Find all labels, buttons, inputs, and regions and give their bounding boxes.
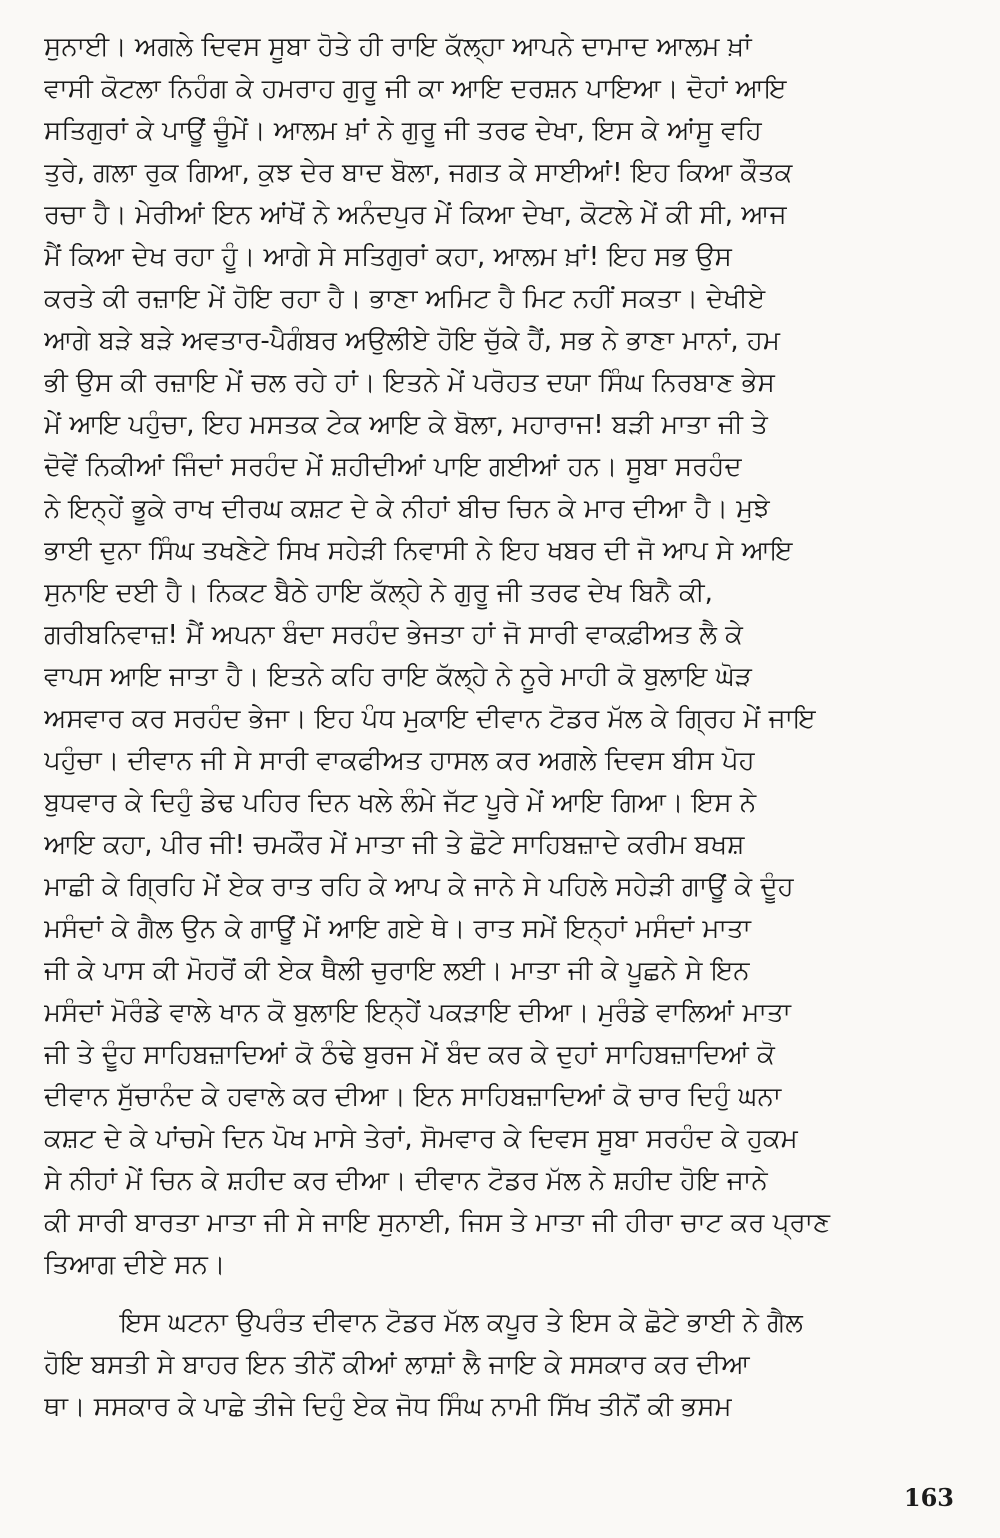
text-line: ਪਹੁੰਚਾ। ਦੀਵਾਨ ਜੀ ਸੇ ਸਾਰੀ ਵਾਕਫੀਅਤ ਹਾਸਲ ਕਰ ਅਗਲੇ ਦਿਵਸ ਬੀਸ ਪੋਹ (44, 746, 755, 776)
text-line: ਆਇ ਕਹਾ, ਪੀਰ ਜੀ! ਚਮਕੌਰ ਮੇਂ ਮਾਤਾ ਜੀ ਤੇ ਛੋਟੇ ਸਾਹਿਬਜ਼ਾਦੇ ਕਰੀਮ ਬਖਸ਼ (44, 830, 745, 860)
text-line: ਸੁਨਾਈ। ਅਗਲੇ ਦਿਵਸ ਸੂਬਾ ਹੋਤੇ ਹੀ ਰਾਇ ਕੱਲ੍ਹਾ ਆਪਨੇ ਦਾਮਾਦ ਆਲਮ ਖ਼ਾਂ (44, 32, 752, 62)
text-line: ਰਚਾ ਹੈ। ਮੇਰੀਆਂ ਇਨ ਆਂਖੋਂ ਨੇ ਅਨੰਦਪੁਰ ਮੇਂ ਕਿਆ ਦੇਖਾ, ਕੋਟਲੇ ਮੇਂ ਕੀ ਸੀ, ਆਜ (44, 200, 787, 230)
text-line: ਕਰਤੇ ਕੀ ਰਜ਼ਾਇ ਮੇਂ ਹੋਇ ਰਹਾ ਹੈ। ਭਾਣਾ ਅਮਿਟ ਹੈ ਮਿਟ ਨਹੀਂ ਸਕਤਾ। ਦੇਖੀਏ (44, 284, 766, 314)
text-line: ਮੈਂ ਕਿਆ ਦੇਖ ਰਹਾ ਹੂੰ। ਆਗੇ ਸੇ ਸਤਿਗੁਰਾਂ ਕਹਾ, ਆਲਮ ਖ਼ਾਂ! ਇਹ ਸਭ ਉਸ (44, 242, 732, 272)
text-line: ਤਿਆਗ ਦੀਏ ਸਨ। (44, 1250, 226, 1280)
text-line: ਕਸ਼ਟ ਦੇ ਕੇ ਪਾਂਚਮੇ ਦਿਨ ਪੋਖ ਮਾਸੇ ਤੇਰਾਂ, ਸੋਮਵਾਰ ਕੇ ਦਿਵਸ ਸੂਬਾ ਸਰਹੰਦ ਕੇ ਹੁਕਮ (44, 1124, 798, 1154)
paragraph-1 (44, 26, 964, 1286)
text-line: ਦੀਵਾਨ ਸੁੱਚਾਨੰਦ ਕੇ ਹਵਾਲੇ ਕਰ ਦੀਆ। ਇਨ ਸਾਹਿਬਜ਼ਾਦਿਆਂ ਕੋ ਚਾਰ ਦਿਹੁੰ ਘਨਾ (44, 1082, 782, 1112)
text-line: ਗਰੀਬਨਿਵਾਜ਼! ਮੈਂ ਅਪਨਾ ਬੰਦਾ ਸਰਹੰਦ ਭੇਜਤਾ ਹਾਂ ਜੋ ਸਾਰੀ ਵਾਕਫ਼ੀਅਤ ਲੈ ਕੇ (44, 620, 743, 650)
text-line: ਆਗੇ ਬੜੇ ਬੜੇ ਅਵਤਾਰ-ਪੈਗੰਬਰ ਅਉਲੀਏ ਹੋਇ ਚੁੱਕੇ ਹੈਂ, ਸਭ ਨੇ ਭਾਣਾ ਮਾਨਾਂ, ਹਮ (44, 326, 781, 356)
text-line: ਤੁਰੇ, ਗਲਾ ਰੁਕ ਗਿਆ, ਕੁਝ ਦੇਰ ਬਾਦ ਬੋਲਾ, ਜਗਤ ਕੇ ਸਾਈਆਂ! ਇਹ ਕਿਆ ਕੌਤਕ (44, 158, 793, 188)
text-line: ਬੁਧਵਾਰ ਕੇ ਦਿਹੁੰ ਡੇਢ ਪਹਿਰ ਦਿਨ ਖਲੇ ਲੰਮੇ ਜੱਟ ਪੂਰੇ ਮੇਂ ਆਇ ਗਿਆ। ਇਸ ਨੇ (44, 788, 757, 818)
paragraph-2 (44, 1302, 964, 1428)
text-line: ਵਾਪਸ ਆਇ ਜਾਤਾ ਹੈ। ਇਤਨੇ ਕਹਿ ਰਾਇ ਕੱਲ੍ਹੇ ਨੇ ਨੂਰੇ ਮਾਹੀ ਕੋ ਬੁਲਾਇ ਘੋੜ (44, 662, 752, 692)
text-line: ਸਤਿਗੁਰਾਂ ਕੇ ਪਾਊਂ ਚੂੰਮੇਂ। ਆਲਮ ਖ਼ਾਂ ਨੇ ਗੁਰੂ ਜੀ ਤਰਫ ਦੇਖਾ, ਇਸ ਕੇ ਆਂਸੂ ਵਹਿ (44, 116, 762, 146)
text-line: ਅਸਵਾਰ ਕਰ ਸਰਹੰਦ ਭੇਜਾ। ਇਹ ਪੰਧ ਮੁਕਾਇ ਦੀਵਾਨ ਟੋਡਰ ਮੱਲ ਕੇ ਗ੍ਰਿਹ ਮੇਂ ਜਾਇ (44, 704, 816, 734)
page-number: 163 (903, 1483, 954, 1512)
text-line: ਸੁਨਾਇ ਦਈ ਹੈ। ਨਿਕਟ ਬੈਠੇ ਹਾਇ ਕੱਲ੍ਹੇ ਨੇ ਗੁਰੂ ਜੀ ਤਰਫ ਦੇਖ ਬਿਨੈ ਕੀ, (44, 578, 713, 608)
text-line: ਜੀ ਕੇ ਪਾਸ ਕੀ ਮੋਹਰੋਂ ਕੀ ਏਕ ਥੈਲੀ ਚੁਰਾਇ ਲਈ। ਮਾਤਾ ਜੀ ਕੇ ਪੂਛਨੇ ਸੇ ਇਨ (44, 956, 750, 986)
text-line: ਦੋਵੇਂ ਨਿਕੀਆਂ ਜਿੰਦਾਂ ਸਰਹੰਦ ਮੇਂ ਸ਼ਹੀਦੀਆਂ ਪਾਇ ਗਈਆਂ ਹਨ। ਸੂਬਾ ਸਰਹੰਦ (44, 452, 742, 482)
text-line: ਥਾ। ਸਸਕਾਰ ਕੇ ਪਾਛੇ ਤੀਜੇ ਦਿਹੁੰ ਏਕ ਜੋਧ ਸਿੰਘ ਨਾਮੀ ਸਿੱਖ ਤੀਨੋਂ ਕੀ ਭਸਮ (44, 1392, 732, 1422)
text-line: ਮਾਛੀ ਕੇ ਗ੍ਰਿਹਿ ਮੇਂ ਏਕ ਰਾਤ ਰਹਿ ਕੇ ਆਪ ਕੇ ਜਾਨੇ ਸੇ ਪਹਿਲੇ ਸਹੇੜੀ ਗਾਊਂ ਕੇ ਦੂੰਹ (44, 872, 794, 902)
text-line: ਮਸੰਦਾਂ ਕੇ ਗੈਲ ਉਨ ਕੇ ਗਾਊਂ ਮੇਂ ਆਇ ਗਏ ਥੇ। ਰਾਤ ਸਮੇਂ ਇਨ੍ਹਾਂ ਮਸੰਦਾਂ ਮਾਤਾ (44, 914, 751, 944)
text-line: ਹੋਇ ਬਸਤੀ ਸੇ ਬਾਹਰ ਇਨ ਤੀਨੋਂ ਕੀਆਂ ਲਾਸ਼ਾਂ ਲੈ ਜਾਇ ਕੇ ਸਸਕਾਰ ਕਰ ਦੀਆ (44, 1350, 750, 1380)
text-line: ਇਸ ਘਟਨਾ ਉਪਰੰਤ ਦੀਵਾਨ ਟੋਡਰ ਮੱਲ ਕਪੂਰ ਤੇ ਇਸ ਕੇ ਛੋਟੇ ਭਾਈ ਨੇ ਗੈਲ (120, 1308, 803, 1338)
page-text (44, 26, 964, 1428)
text-line: ਮਸੰਦਾਂ ਮੋਰੰਡੇ ਵਾਲੇ ਖਾਨ ਕੋ ਬੁਲਾਇ ਇਨ੍ਹੇਂ ਪਕੜਾਇ ਦੀਆ। ਮੁਰੰਡੇ ਵਾਲਿਆਂ ਮਾਤਾ (44, 998, 791, 1028)
text-line: ਭੀ ਉਸ ਕੀ ਰਜ਼ਾਇ ਮੇਂ ਚਲ ਰਹੇ ਹਾਂ। ਇਤਨੇ ਮੇਂ ਪਰੋਹਤ ਦਯਾ ਸਿੰਘ ਨਿਰਬਾਣ ਭੇਸ (44, 368, 775, 398)
text-line: ਨੇ ਇਨ੍ਹੇਂ ਭੂਕੇ ਰਾਖ ਦੀਰਘ ਕਸ਼ਟ ਦੇ ਕੇ ਨੀਹਾਂ ਬੀਚ ਚਿਨ ਕੇ ਮਾਰ ਦੀਆ ਹੈ। ਮੁਝੇ (44, 494, 770, 524)
text-line: ਸੇ ਨੀਹਾਂ ਮੇਂ ਚਿਨ ਕੇ ਸ਼ਹੀਦ ਕਰ ਦੀਆ। ਦੀਵਾਨ ਟੋਡਰ ਮੱਲ ਨੇ ਸ਼ਹੀਦ ਹੋਇ ਜਾਨੇ (44, 1166, 768, 1196)
text-line: ਭਾਈ ਦੁਨਾ ਸਿੰਘ ਤਖਣੇਟੇ ਸਿਖ ਸਹੇੜੀ ਨਿਵਾਸੀ ਨੇ ਇਹ ਖਬਰ ਦੀ ਜੋ ਆਪ ਸੇ ਆਇ (44, 536, 793, 566)
text-line: ਮੇਂ ਆਇ ਪਹੁੰਚਾ, ਇਹ ਮਸਤਕ ਟੇਕ ਆਇ ਕੇ ਬੋਲਾ, ਮਹਾਰਾਜ! ਬੜੀ ਮਾਤਾ ਜੀ ਤੇ (44, 410, 768, 440)
text-line: ਕੀ ਸਾਰੀ ਬਾਰਤਾ ਮਾਤਾ ਜੀ ਸੇ ਜਾਇ ਸੁਨਾਈ, ਜਿਸ ਤੇ ਮਾਤਾ ਜੀ ਹੀਰਾ ਚਾਟ ਕਰ ਪ੍ਰਾਣ (44, 1208, 831, 1238)
text-line: ਵਾਸੀ ਕੋਟਲਾ ਨਿਹੰਗ ਕੇ ਹਮਰਾਹ ਗੁਰੂ ਜੀ ਕਾ ਆਇ ਦਰਸ਼ਨ ਪਾਇਆ। ਦੋਹਾਂ ਆਇ (44, 74, 787, 104)
text-line: ਜੀ ਤੇ ਦੂੰਹ ਸਾਹਿਬਜ਼ਾਦਿਆਂ ਕੋ ਠੰਢੇ ਬੁਰਜ ਮੇਂ ਬੰਦ ਕਰ ਕੇ ਦੁਹਾਂ ਸਾਹਿਬਜ਼ਾਦਿਆਂ ਕੋ (44, 1040, 775, 1070)
